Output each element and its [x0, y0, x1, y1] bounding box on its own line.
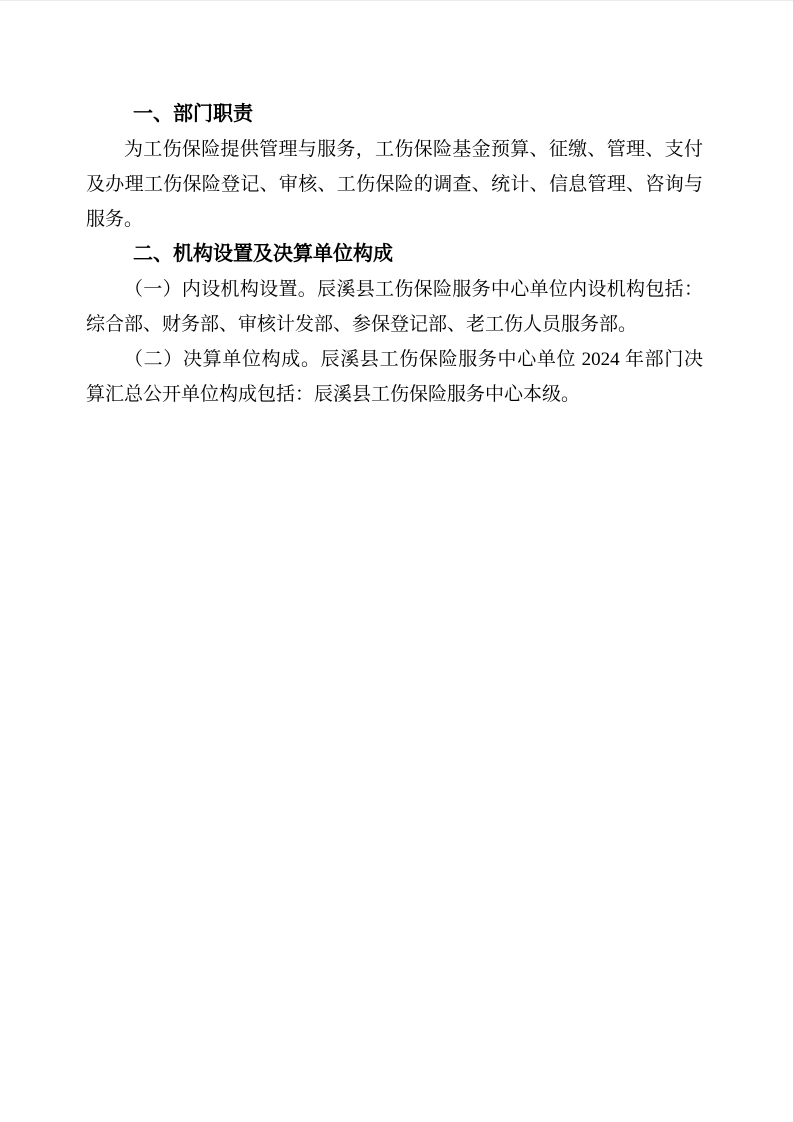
paragraph — [86, 132, 703, 237]
paragraph-line: 为工伤保险提供管理与服务，工伤保险基金预算、征缴、管理、支付 — [124, 139, 703, 160]
document-content — [86, 97, 703, 412]
section-heading: 一、部门职责 — [133, 103, 253, 125]
paragraph-line: 及办理工伤保险登记、审核、工伤保险的调查、统计、信息管理、咨询与 — [86, 174, 703, 195]
paragraph-line: （二）决算单位构成。辰溪县工伤保险服务中心单位 2024 年部门决 — [124, 349, 703, 370]
paragraph-line: 服务。 — [86, 209, 144, 230]
paragraph-line: （一）内设机构设置。辰溪县工伤保险服务中心单位内设机构包括： — [124, 279, 703, 300]
paragraph-line: 综合部、财务部、审核计发部、参保登记部、老工伤人员服务部。 — [86, 314, 638, 335]
paragraph — [86, 342, 703, 412]
section-heading: 二、机构设置及决算单位构成 — [133, 243, 393, 265]
paragraph — [86, 272, 703, 342]
paragraph-line: 算汇总公开单位构成包括：辰溪县工伤保险服务中心本级。 — [86, 384, 581, 405]
